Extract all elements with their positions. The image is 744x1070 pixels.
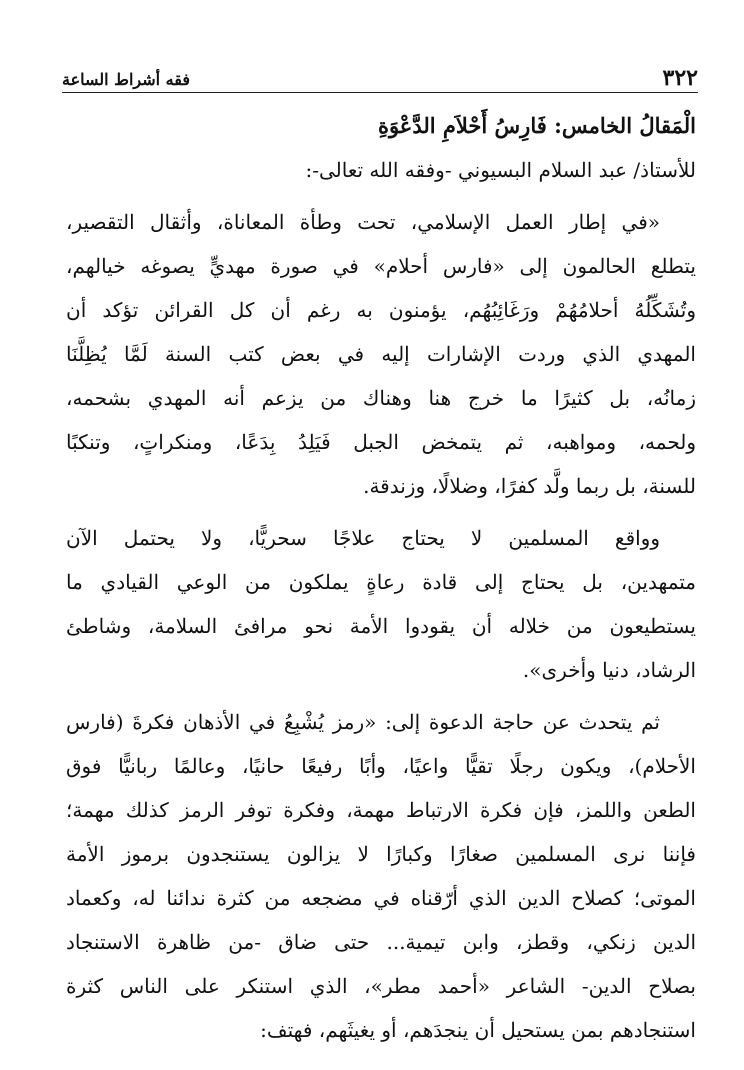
text-line: الأحلام)، ويكون رجلًا تقيًّا واعيًا، وأبًا رفيعًا حانيًا، وعالمًا ربانيًّا فوق <box>66 754 696 778</box>
page-body <box>66 104 696 1052</box>
running-title: فقه أشراط الساعة <box>62 70 190 89</box>
paragraph-gap <box>66 192 696 200</box>
article-author: للأستاذ/ عبد السلام البسيوني -وفقه الله تعالى-: <box>305 158 696 182</box>
paragraph-1 <box>66 200 696 508</box>
text-line: ثم يتحدث عن حاجة الدعوة إلى: «رمز يُشْبِعُ في الأذهان فكرةَ (فارس <box>66 710 660 734</box>
text-line: يستطيعون من خلاله أن يقودوا الأمة نحو مرافئ السلامة، وشاطئ <box>66 614 696 638</box>
paragraph-gap <box>66 508 696 516</box>
text-line: يتطلع الحالمون إلى «فارس أحلام» في صورة مهديٍّ يصوغه خيالهم، <box>66 254 696 278</box>
text-line: المهدي الذي وردت الإشارات إليه في بعض كتب السنة لَمَّا يُظِلَّنَا <box>66 342 696 366</box>
text-line: متمهدين، بل يحتاج إلى قادة رعاةٍ يملكون من الوعي القيادي ما <box>66 570 696 594</box>
text-line: الطعن واللمز، فإن فكرة الارتباط مهمة، وفكرة توفر الرمز كذلك مهمة؛ <box>66 798 696 822</box>
paragraph-3 <box>66 700 696 1052</box>
text-line: ولحمه، ومواهبه، ثم يتمخض الجبل فَيَلِدُ بِدَعًا، ومنكراتٍ، وتنكبًا <box>66 430 696 454</box>
text-line: استنجادهم بمن يستحيل أن ينجدَهم، أو يغيثَهم، فهتف: <box>260 1018 696 1042</box>
text-line: وتُشَكِّلُهُ أحلامُهُمْ ورَغَائِبُهُم، يؤمنون به رغم أن كل القرائن تؤكد أن <box>66 298 696 322</box>
page-number: ٣٢٢ <box>662 65 698 91</box>
paragraph-2 <box>66 516 696 692</box>
text-line: زمانُه، بل كثيرًا ما خرج هنا وهناك من يزعم أنه المهدي بشحمه، <box>66 386 696 410</box>
paragraph-gap <box>66 692 696 700</box>
running-header <box>62 62 698 90</box>
text-line: «في إطار العمل الإسلامي، تحت وطأة المعاناة، وأثقال التقصير، <box>66 210 660 234</box>
text-line: الدين زنكي، وقطز، وابن تيمية... حتى ضاق -من ظاهرة الاستنجاد <box>66 930 696 954</box>
text-line: الموتى؛ كصلاح الدين الذي أرّقناه في مضجعه من كثرة ندائنا له، وكعماد <box>66 886 696 910</box>
text-line: فإننا نرى المسلمين صغارًا وكبارًا لا يزالون يستنجدون برموز الأمة <box>66 842 696 866</box>
text-line: وواقع المسلمين لا يحتاج علاجًا سحريًّا، ولا يحتمل الآن <box>66 526 660 550</box>
text-line: الرشاد، دنيا وأخرى». <box>522 658 696 682</box>
text-line: للسنة، بل ربما ولَّد كفرًا، وضلالًا، وزندقة. <box>363 474 696 498</box>
header-divider <box>62 92 698 93</box>
article-heading: الْمَقالُ الخامس: فَارِسُ أَحْلاَمِ الدَّعْوَةِ <box>377 113 696 138</box>
text-line: بصلاح الدين- الشاعر «أحمد مطر»، الذي استنكر على الناس كثرة <box>66 974 696 998</box>
